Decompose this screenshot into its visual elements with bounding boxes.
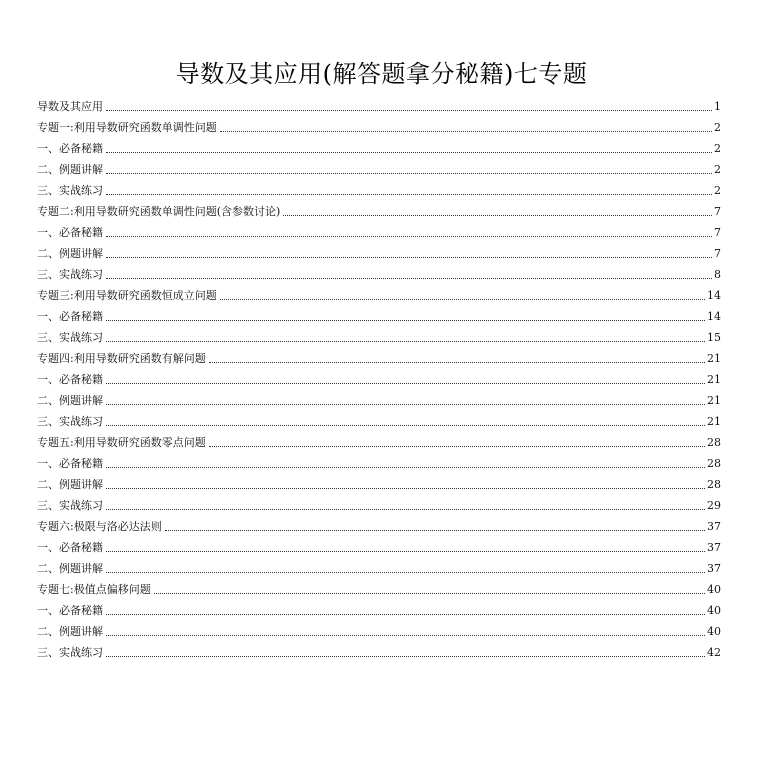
toc-entry-label: 专题四:利用导数研究函数有解问题 <box>37 352 206 365</box>
toc-leader-dots <box>209 445 705 447</box>
toc-entry-label: 三、实战练习 <box>37 646 103 659</box>
toc-entry-label: 一、必备秘籍 <box>37 604 103 617</box>
toc-entry-page: 2 <box>714 121 721 134</box>
toc-leader-dots <box>106 319 705 321</box>
toc-entry[interactable] <box>37 366 721 387</box>
toc-entry[interactable] <box>37 576 721 597</box>
toc-entry[interactable] <box>37 219 721 240</box>
toc-entry-page: 37 <box>707 520 721 533</box>
toc-entry-page: 2 <box>714 142 721 155</box>
toc-leader-dots <box>106 508 705 510</box>
toc-entry[interactable] <box>37 114 721 135</box>
toc-entry-page: 29 <box>707 499 721 512</box>
toc-entry[interactable] <box>37 513 721 534</box>
toc-entry[interactable] <box>37 429 721 450</box>
table-of-contents <box>37 93 721 660</box>
toc-entry-label: 二、例题讲解 <box>37 625 103 638</box>
toc-entry-page: 14 <box>707 289 721 302</box>
toc-entry-label: 一、必备秘籍 <box>37 226 103 239</box>
toc-entry[interactable] <box>37 618 721 639</box>
toc-entry-page: 37 <box>707 541 721 554</box>
toc-leader-dots <box>220 298 705 300</box>
toc-entry[interactable] <box>37 303 721 324</box>
toc-entry-page: 40 <box>707 625 721 638</box>
toc-entry[interactable] <box>37 177 721 198</box>
toc-leader-dots <box>106 424 705 426</box>
page-title: 导数及其应用(解答题拿分秘籍)七专题 <box>175 60 588 88</box>
toc-entry-page: 7 <box>714 247 721 260</box>
toc-entry[interactable] <box>37 324 721 345</box>
toc-entry-label: 专题七:极值点偏移问题 <box>37 583 151 596</box>
toc-entry-page: 2 <box>714 163 721 176</box>
toc-entry-page: 14 <box>707 310 721 323</box>
toc-entry-label: 二、例题讲解 <box>37 247 103 260</box>
toc-entry[interactable] <box>37 408 721 429</box>
toc-entry-label: 一、必备秘籍 <box>37 310 103 323</box>
toc-entry-label: 二、例题讲解 <box>37 478 103 491</box>
toc-entry-label: 二、例题讲解 <box>37 163 103 176</box>
toc-leader-dots <box>106 403 705 405</box>
toc-entry-label: 二、例题讲解 <box>37 562 103 575</box>
toc-leader-dots <box>209 361 705 363</box>
toc-leader-dots <box>106 193 712 195</box>
toc-entry-label: 专题六:极限与洛必达法则 <box>37 520 162 533</box>
toc-entry-page: 37 <box>707 562 721 575</box>
toc-leader-dots <box>106 277 712 279</box>
toc-entry[interactable] <box>37 135 721 156</box>
toc-entry-page: 1 <box>714 100 721 113</box>
toc-entry-label: 三、实战练习 <box>37 499 103 512</box>
toc-entry[interactable] <box>37 534 721 555</box>
toc-entry-page: 7 <box>714 226 721 239</box>
toc-leader-dots <box>106 382 705 384</box>
toc-entry-page: 21 <box>707 373 721 386</box>
toc-entry-label: 一、必备秘籍 <box>37 142 103 155</box>
toc-leader-dots <box>154 592 705 594</box>
toc-leader-dots <box>106 487 705 489</box>
toc-leader-dots <box>106 634 705 636</box>
toc-leader-dots <box>106 613 705 615</box>
toc-leader-dots <box>106 172 712 174</box>
toc-leader-dots <box>165 529 705 531</box>
toc-entry-page: 42 <box>707 646 721 659</box>
toc-entry-page: 8 <box>714 268 721 281</box>
toc-entry-page: 15 <box>707 331 721 344</box>
toc-entry-label: 导数及其应用 <box>37 100 103 113</box>
toc-leader-dots <box>283 214 712 216</box>
toc-entry[interactable] <box>37 471 721 492</box>
toc-entry[interactable] <box>37 261 721 282</box>
toc-entry-label: 专题二:利用导数研究函数单调性问题(含参数讨论) <box>37 205 281 218</box>
toc-entry-label: 三、实战练习 <box>37 268 103 281</box>
toc-entry-label: 一、必备秘籍 <box>37 541 103 554</box>
toc-entry[interactable] <box>37 198 721 219</box>
toc-entry[interactable] <box>37 639 721 660</box>
toc-entry-page: 40 <box>707 583 721 596</box>
toc-entry-label: 专题三:利用导数研究函数恒成立问题 <box>37 289 217 302</box>
toc-leader-dots <box>106 466 705 468</box>
toc-entry-label: 一、必备秘籍 <box>37 373 103 386</box>
toc-leader-dots <box>106 256 712 258</box>
toc-entry-page: 2 <box>714 184 721 197</box>
toc-entry[interactable] <box>37 282 721 303</box>
toc-entry-label: 专题五:利用导数研究函数零点问题 <box>37 436 206 449</box>
toc-entry-page: 28 <box>707 457 721 470</box>
toc-entry-page: 7 <box>714 205 721 218</box>
toc-entry[interactable] <box>37 450 721 471</box>
toc-leader-dots <box>106 655 705 657</box>
toc-entry[interactable] <box>37 345 721 366</box>
toc-entry-page: 40 <box>707 604 721 617</box>
toc-entry-label: 一、必备秘籍 <box>37 457 103 470</box>
toc-entry-page: 21 <box>707 415 721 428</box>
toc-entry[interactable] <box>37 387 721 408</box>
toc-entry[interactable] <box>37 492 721 513</box>
toc-entry-page: 21 <box>707 352 721 365</box>
toc-entry-page: 21 <box>707 394 721 407</box>
toc-entry[interactable] <box>37 93 721 114</box>
toc-entry-label: 二、例题讲解 <box>37 394 103 407</box>
toc-entry-label: 专题一:利用导数研究函数单调性问题 <box>37 121 217 134</box>
toc-entry[interactable] <box>37 555 721 576</box>
toc-leader-dots <box>106 109 712 111</box>
toc-entry-label: 三、实战练习 <box>37 415 103 428</box>
toc-leader-dots <box>106 340 705 342</box>
toc-entry-page: 28 <box>707 436 721 449</box>
toc-entry-label: 三、实战练习 <box>37 331 103 344</box>
toc-leader-dots <box>106 235 712 237</box>
toc-entry[interactable] <box>37 597 721 618</box>
toc-leader-dots <box>106 151 712 153</box>
toc-entry-label: 三、实战练习 <box>37 184 103 197</box>
toc-leader-dots <box>220 130 712 132</box>
toc-entry[interactable] <box>37 156 721 177</box>
toc-entry-page: 28 <box>707 478 721 491</box>
toc-leader-dots <box>106 550 705 552</box>
toc-entry[interactable] <box>37 240 721 261</box>
toc-leader-dots <box>106 571 705 573</box>
